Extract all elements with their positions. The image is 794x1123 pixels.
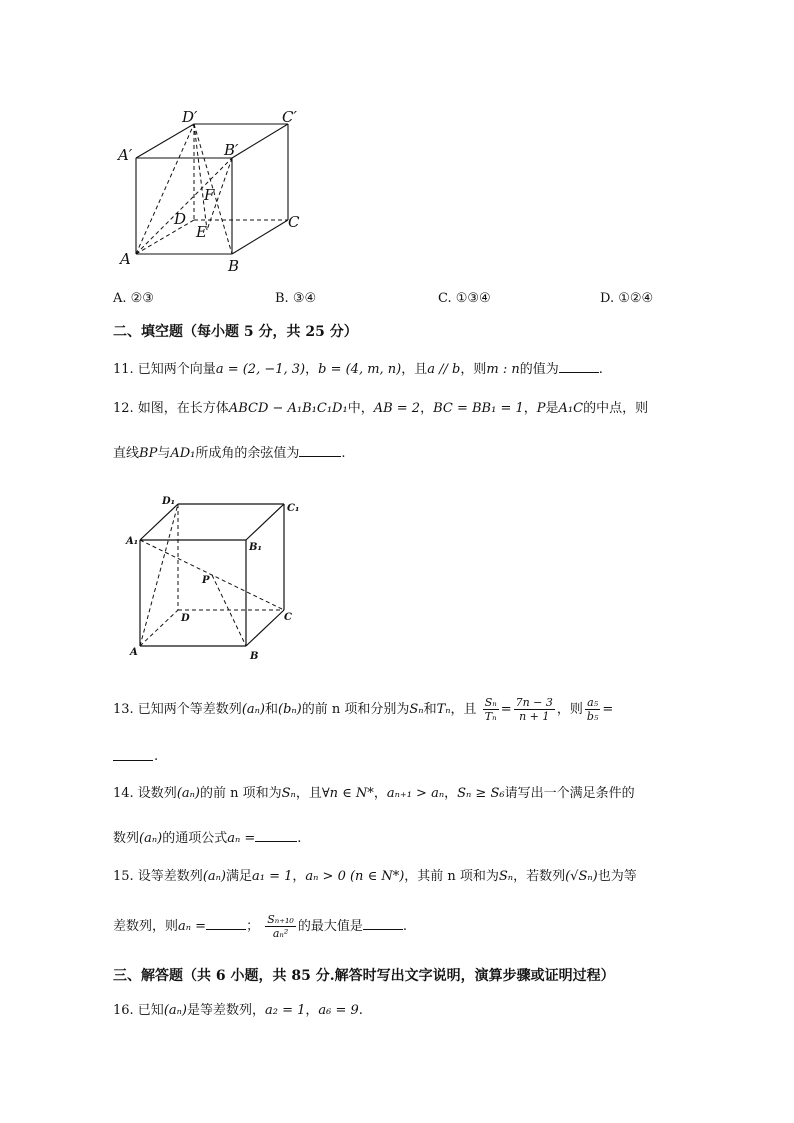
option-a: A. ②③ bbox=[113, 291, 154, 306]
label-B: B bbox=[228, 257, 240, 275]
label-A: A bbox=[120, 250, 131, 268]
question-13-answer-blank bbox=[113, 760, 153, 761]
question-14-line-2: 数列(aₙ)的通项公式aₙ = . bbox=[113, 827, 301, 848]
label-C-prime: C′ bbox=[282, 108, 297, 126]
section-heading-fill-in: 二、填空题（每小题 5 分，共 25 分） bbox=[113, 324, 358, 340]
label-D: D bbox=[174, 210, 187, 228]
label-P: P bbox=[202, 575, 210, 586]
option-d: D. ①②④ bbox=[600, 291, 654, 306]
question-14-line-1: 14. 设数列(aₙ)的前 n 项和为Sₙ，且∀n ∈ N*，aₙ₊₁ > aₙ，Sₙ ≥ S₆请写出一个满足条件的 bbox=[113, 786, 635, 801]
label-D-prime: D′ bbox=[182, 108, 198, 126]
question-15-line-2: 差数列，则aₙ = ； $\frac{\text{Sₙ₊₁₀}}{\text{aₙ²}}$ 的最大值是 . bbox=[113, 913, 407, 940]
edge bbox=[232, 124, 288, 158]
label-E: E bbox=[196, 223, 207, 241]
question-12-line-1: 12. 如图，在长方体ABCD − A₁B₁C₁D₁中，AB = 2，BC = BB₁ = 1，P是A₁C的中点，则 bbox=[113, 401, 649, 416]
label-C: C bbox=[288, 213, 300, 231]
label-A-prime: A′ bbox=[118, 146, 133, 164]
edge bbox=[140, 504, 178, 540]
label-D: D bbox=[181, 613, 190, 624]
edge bbox=[246, 610, 284, 646]
question-16: 16. 已知(aₙ)是等差数列，a₂ = 1，a₆ = 9. bbox=[113, 1003, 363, 1018]
label-C: C bbox=[284, 612, 292, 623]
edge bbox=[246, 504, 284, 540]
question-11: 11. 已知两个向量a = (2, −1, 3)，b = (4, m, n)，且a // b，则m : n的值为 . bbox=[113, 358, 603, 379]
label-B: B bbox=[250, 651, 259, 662]
label-D1: D₁ bbox=[162, 496, 176, 507]
figure-cube-1 bbox=[110, 100, 320, 280]
hidden-edge bbox=[194, 124, 207, 230]
hidden-edge bbox=[140, 504, 178, 646]
label-B-prime: B′ bbox=[224, 141, 239, 159]
question-13-period: . bbox=[154, 749, 159, 764]
edge bbox=[136, 124, 194, 158]
option-c: C. ①③④ bbox=[438, 291, 491, 306]
edge bbox=[232, 220, 288, 254]
option-b: B. ③④ bbox=[275, 291, 317, 306]
label-C1: C₁ bbox=[287, 503, 300, 514]
question-13: 13. 已知两个等差数列(aₙ)和(bₙ)的前 n 项和分别为Sₙ和Tₙ，且 $\frac{\text{Sₙ}}{\text{Tₙ}}$ = $\frac{7n - 3}{n + 1}$ ，则 $\frac{\text{a₅}}{\text{b₅}}$ = bbox=[113, 696, 614, 723]
hidden-edge bbox=[136, 124, 194, 254]
figure-box-2 bbox=[120, 490, 310, 670]
question-15-line-1: 15. 设等差数列(aₙ)满足a₁ = 1，aₙ > 0 (n ∈ N*)，其前 n 项和为Sₙ，若数列(√Sₙ)也为等 bbox=[113, 869, 637, 884]
question-12-line-2: 直线BP与AD₁所成角的余弦值为 . bbox=[113, 442, 346, 463]
label-A: A bbox=[130, 647, 138, 658]
hidden-edge bbox=[140, 610, 178, 646]
label-A1: A₁ bbox=[126, 536, 139, 547]
label-F: F bbox=[204, 186, 215, 204]
label-B1: B₁ bbox=[249, 542, 262, 553]
section-heading-solutions: 三、解答题（共 6 小题，共 85 分.解答时写出文字说明，演算步骤或证明过程） bbox=[113, 968, 615, 984]
